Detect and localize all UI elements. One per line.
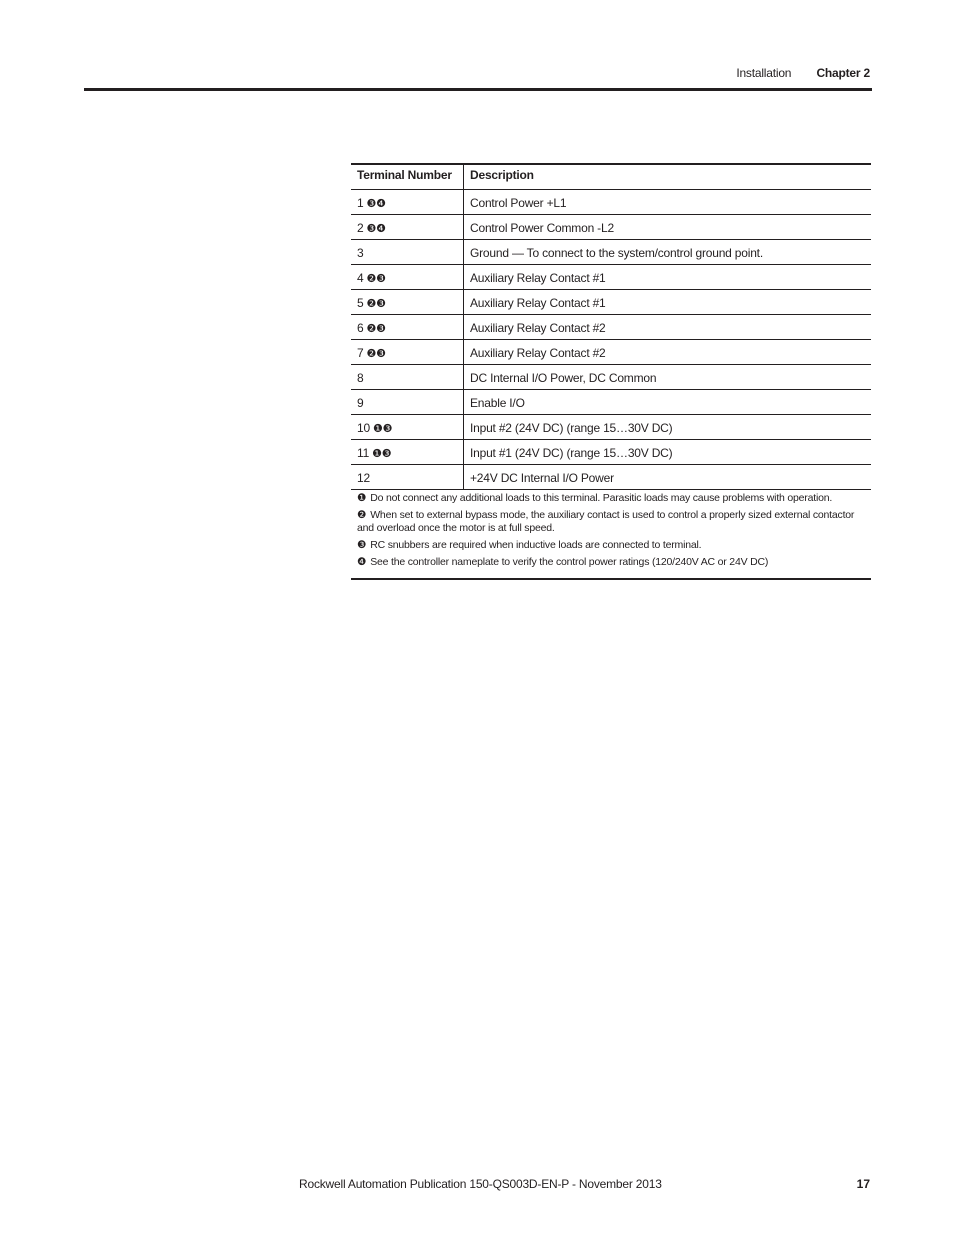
terminal-number: 8 <box>357 371 364 385</box>
terminal-number-cell <box>351 240 464 265</box>
footnote-symbol: ❹ <box>357 556 367 568</box>
footnote-markers: ❷❸ <box>366 323 386 335</box>
terminal-description: DC Internal I/O Power, DC Common <box>470 371 657 385</box>
terminal-description: Auxiliary Relay Contact #1 <box>470 296 606 310</box>
footnote-markers: ❷❸ <box>366 348 386 360</box>
column-header-terminal-number: Terminal Number <box>351 164 464 190</box>
table-row <box>351 440 871 465</box>
terminal-number: 2 <box>357 221 364 235</box>
terminal-number: 7 <box>357 346 364 360</box>
terminal-number-cell <box>351 440 464 465</box>
terminal-number-cell <box>351 415 464 440</box>
footnote-text: See the controller nameplate to verify the control power ratings (120/240V AC or 24V DC) <box>370 556 769 568</box>
table-row <box>351 240 871 265</box>
footnote-markers: ❶❸ <box>372 423 393 435</box>
terminal-number: 6 <box>357 321 364 335</box>
table-row <box>351 340 871 365</box>
footnote-markers: ❷❸ <box>366 298 386 310</box>
column-header-description: Description <box>470 168 534 182</box>
terminal-number-cell <box>351 340 464 365</box>
header-rule <box>84 88 872 91</box>
terminal-description: Control Power Common -L2 <box>470 221 614 235</box>
table-row <box>351 265 871 290</box>
table-row <box>351 315 871 340</box>
terminal-number-cell <box>351 465 464 490</box>
footnote <box>357 539 865 552</box>
table-row <box>351 415 871 440</box>
footnote-text: When set to external bypass mode, the auxiliary contact is used to control a properly sized external contactor and overload once the motor is at full speed. <box>357 509 855 534</box>
terminal-number: 9 <box>357 396 364 410</box>
terminal-description: Enable I/O <box>470 396 525 410</box>
table-notes <box>351 490 871 580</box>
terminal-number: 11 <box>357 446 370 460</box>
section-title: Installation <box>736 66 792 80</box>
table-row <box>351 465 871 490</box>
terminal-number-cell <box>351 390 464 415</box>
terminal-number-cell <box>351 265 464 290</box>
terminal-number-cell <box>351 215 464 240</box>
terminal-number-cell <box>351 365 464 390</box>
table-row <box>351 290 871 315</box>
footnote <box>357 492 865 505</box>
footnote-markers: ❷❸ <box>366 273 386 285</box>
terminal-number: 1 <box>357 196 364 210</box>
footnote-symbol: ❸ <box>357 539 367 551</box>
table-row <box>351 190 871 215</box>
chapter-label: Chapter 2 <box>816 66 870 80</box>
footnote-symbol: ❷ <box>357 509 367 521</box>
terminal-description: Auxiliary Relay Contact #1 <box>470 271 606 285</box>
terminal-number: 4 <box>357 271 364 285</box>
terminal-number: 12 <box>357 471 370 485</box>
terminal-description: Input #1 (24V DC) (range 15…30V DC) <box>470 446 673 460</box>
terminal-number: 5 <box>357 296 364 310</box>
footnote-text: RC snubbers are required when inductive loads are connected to terminal. <box>370 539 702 551</box>
terminal-number-cell <box>351 315 464 340</box>
terminal-number-cell <box>351 190 464 215</box>
footnote-symbol: ❶ <box>357 492 367 504</box>
footnote-markers: ❸❹ <box>366 223 386 235</box>
footnote-text: Do not connect any additional loads to this terminal. Parasitic loads may cause problems with operation. <box>370 492 833 504</box>
terminal-number: 3 <box>357 246 364 260</box>
terminal-description: Auxiliary Relay Contact #2 <box>470 321 606 335</box>
publication-footer: Rockwell Automation Publication 150-QS003D-EN-P - November 2013 <box>299 1177 662 1191</box>
terminal-number: 10 <box>357 421 370 435</box>
terminal-description: Ground — To connect to the system/control ground point. <box>470 246 763 260</box>
terminal-number-cell <box>351 290 464 315</box>
footnote <box>357 556 865 569</box>
running-header <box>736 66 870 80</box>
table-row <box>351 215 871 240</box>
table-row <box>351 390 871 415</box>
footnote-markers: ❸❹ <box>366 198 386 210</box>
terminal-description: Input #2 (24V DC) (range 15…30V DC) <box>470 421 673 435</box>
table-row <box>351 365 871 390</box>
footnote-markers: ❶❸ <box>372 448 392 460</box>
terminal-description: +24V DC Internal I/O Power <box>470 471 614 485</box>
table-header-row <box>351 164 871 190</box>
page-number: 17 <box>856 1177 870 1191</box>
terminal-description: Control Power +L1 <box>470 196 567 210</box>
footnote <box>357 509 865 535</box>
terminal-table <box>351 163 871 490</box>
terminal-description: Auxiliary Relay Contact #2 <box>470 346 606 360</box>
